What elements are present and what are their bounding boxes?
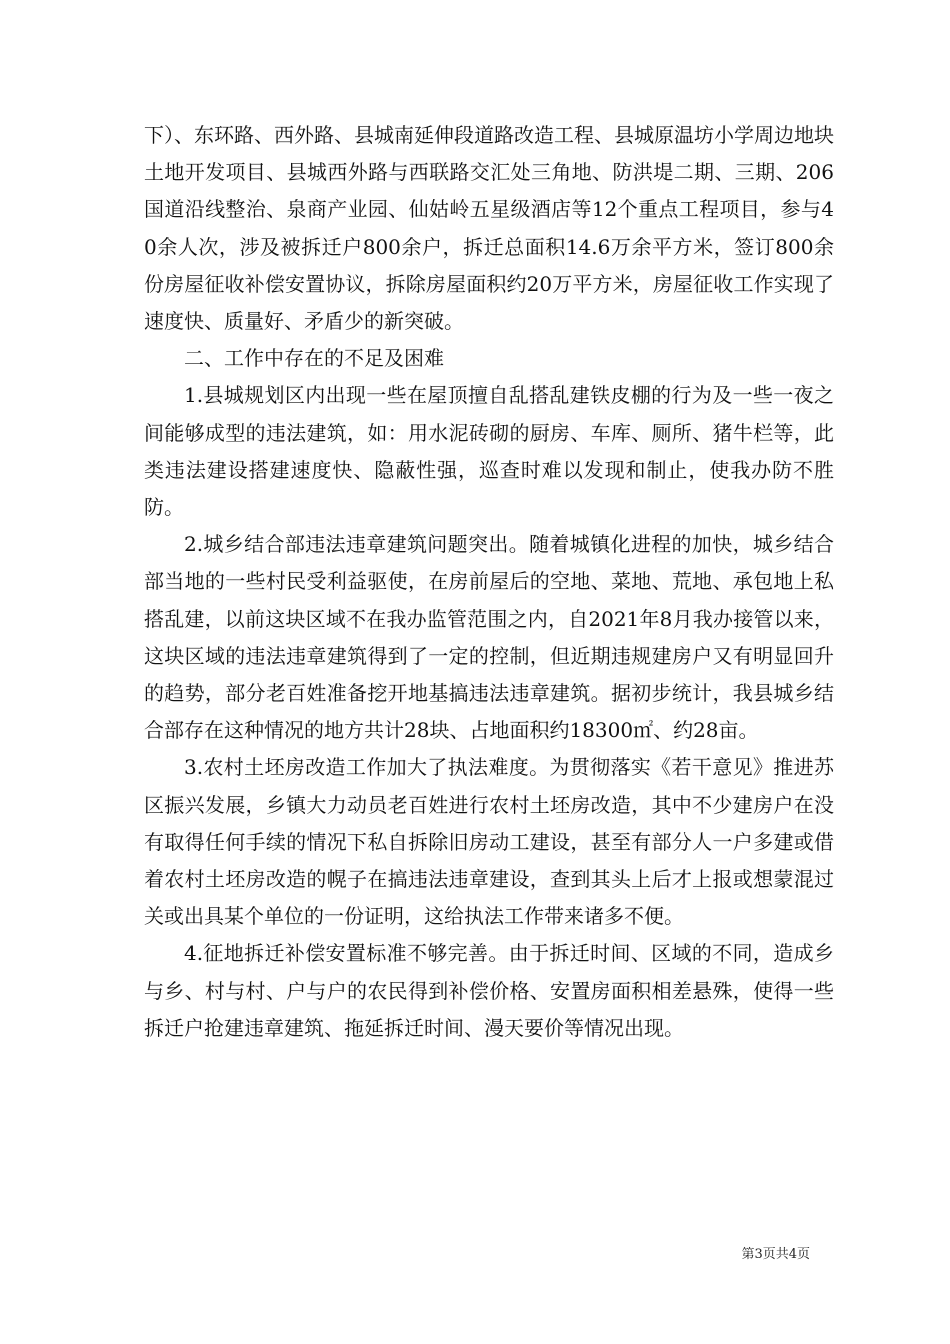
paragraph-item-3: 3.农村土坯房改造工作加大了执法难度。为贯彻落实《若干意见》推进苏区振兴发展，乡镇大力动员老百姓进行农村土坯房改造，其中不少建房户在没有取得任何手续的情况下私自拆除旧房动工建设，甚至有部分人一户多建或借着农村土坯房改造的幌子在搞违法违章建设，查到其头上后才上报或想蒙混过关或出具某个单位的一份证明，这给执法工作带来诸多不便。 xyxy=(144,755,834,929)
paragraph-continuation: 下）、东环路、西外路、县城南延伸段道路改造工程、县城原温坊小学周边地块土地开发项目、县城西外路与西联路交汇处三角地、防洪堤二期、三期、206国道沿线整治、泉商产业园、仙姑岭五星级酒店等12个重点工程项目，参与40余人次，涉及被拆迁户800余户，拆迁总面积14.6万余平方米，签订800余份房屋征收补偿安置协议，拆除房屋面积约20万平方米，房屋征收工作实现了速度快、质量好、矛盾少的新突破。 xyxy=(144,123,834,334)
document-body xyxy=(144,117,834,1047)
paragraph-item-1: 1.县城规划区内出现一些在屋顶擅自乱搭乱建铁皮棚的行为及一些一夜之间能够成型的违法建筑，如：用水泥砖砌的厨房、车库、厕所、猪牛栏等，此类违法建设搭建速度快、隐蔽性强，巡查时难以发现和制止，使我办防不胜防。 xyxy=(144,383,834,520)
page-number: 第3页共4页 xyxy=(741,1247,810,1262)
paragraph-item-4: 4.征地拆迁补偿安置标准不够完善。由于拆迁时间、区域的不同，造成乡与乡、村与村、户与户的农民得到补偿价格、安置房面积相差悬殊，使得一些拆迁户抢建违章建筑、拖延拆迁时间、漫天要价等情况出现。 xyxy=(144,941,834,1040)
section-heading: 二、工作中存在的不足及困难 xyxy=(184,346,444,371)
paragraph-item-2: 2.城乡结合部违法违章建筑问题突出。随着城镇化进程的加快，城乡结合部当地的一些村民受利益驱使，在房前屋后的空地、菜地、荒地、承包地上私搭乱建，以前这块区域不在我办监管范围之内，自2021年8月我办接管以来，这块区域的违法违章建筑得到了一定的控制，但近期违规建房户又有明显回升的趋势，部分老百姓准备挖开地基搞违法违章建筑。据初步统计，我县城乡结合部存在这种情况的地方共计28块、占地面积约18300㎡、约28亩。 xyxy=(144,532,834,743)
